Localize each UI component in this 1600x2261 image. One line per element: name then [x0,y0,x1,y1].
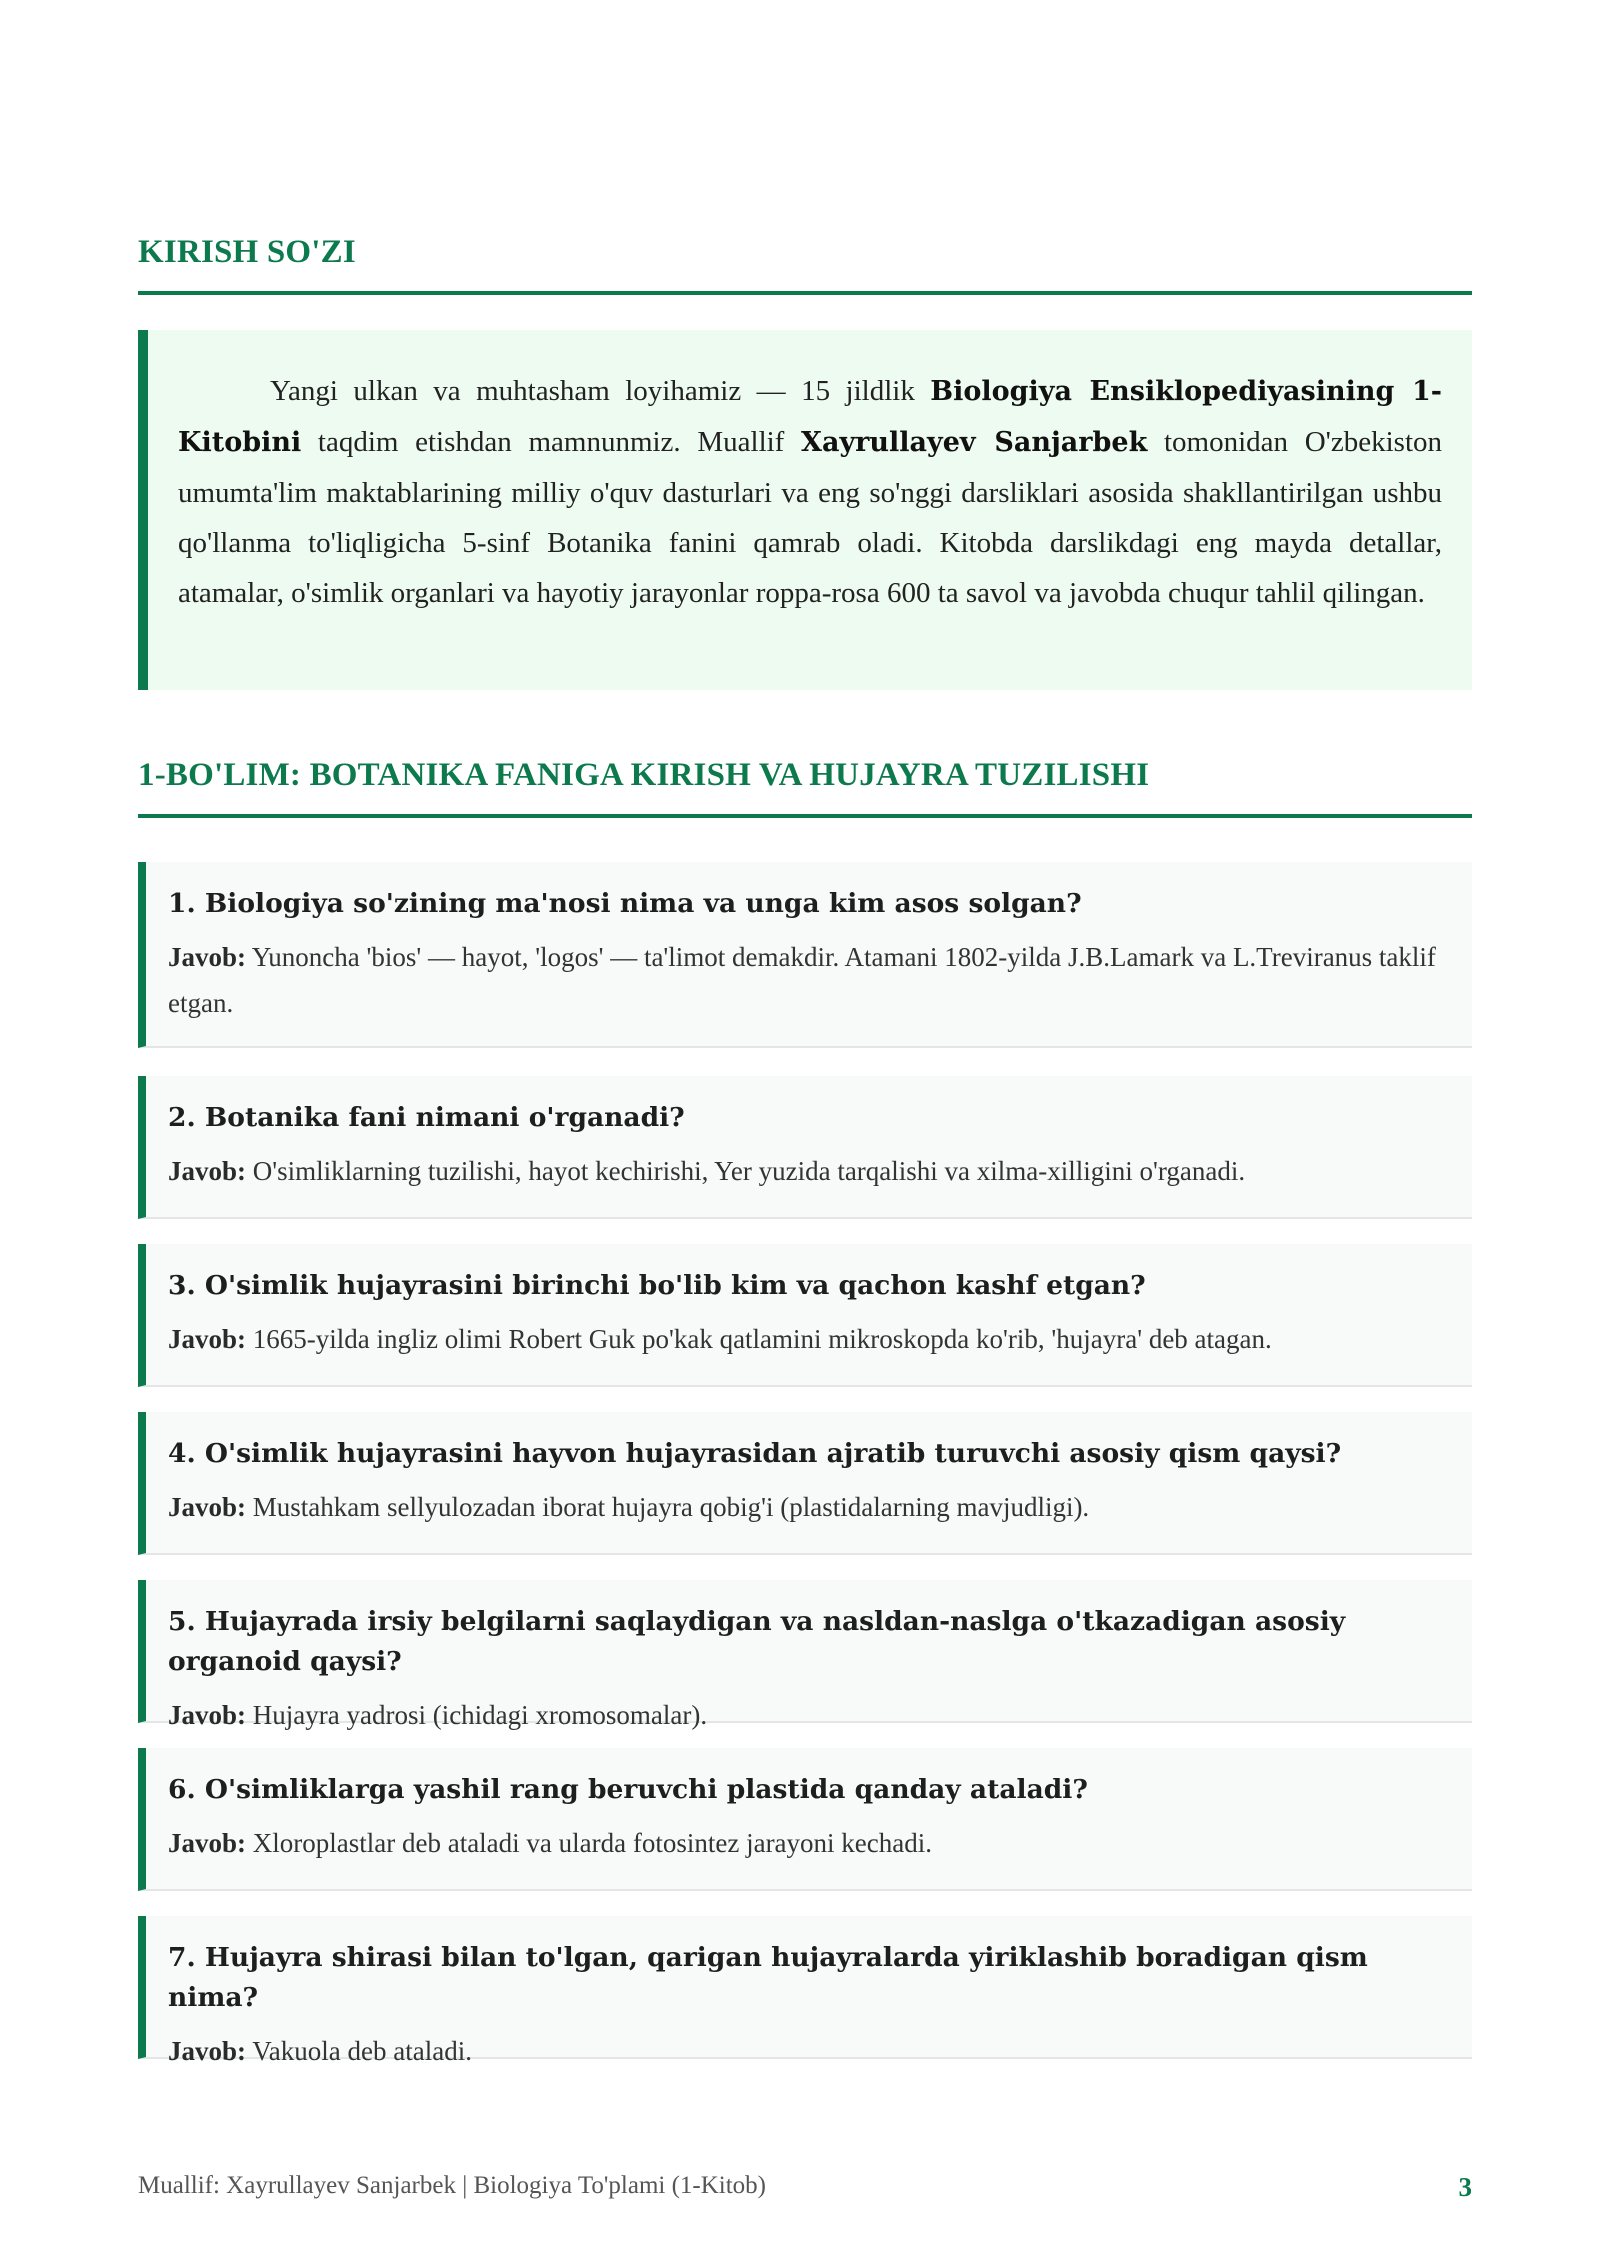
answer-5 [168,1692,1452,1738]
intro-bold-author: Xayrullayev Sanjarbek [801,427,1148,458]
intro-text-1: Yangi ulkan va muhtasham loyihamiz — 15 jildlik [270,375,931,407]
question-3: 3. O'simlik hujayrasini birinchi bo'lib kim va qachon kashf etgan? [168,1270,1146,1301]
intro-box [138,330,1472,690]
answer-7 [168,2028,1452,2074]
answer-7-text: Vakuola deb ataladi. [246,2036,472,2066]
intro-heading: KIRISH SO'ZI [138,234,1472,295]
intro-text-3: tomonidan O'zbekiston umumta'lim maktablarining milliy o'quv dasturlari va eng so'nggi darsliklari asosida shakllantirilgan ushbu qo'llanma to'liqligicha 5-sinf Botanika fanini qamrab oladi. Kitobda darslikdagi eng mayda detallar, atamalar, o'simlik organlari va hayotiy jarayonlar roppa-rosa 600 ta savol va javobda chuqur tahlil qilingan. [178,426,1443,609]
answer-1 [168,934,1452,1026]
qa-item-3 [138,1244,1472,1387]
qa-item-6 [138,1748,1472,1891]
page-number: 3 [1458,2172,1472,2202]
question-5: 5. Hujayrada irsiy belgilarni saqlaydigan va nasldan-naslga o'tkazadigan asosiy organoid qaysi? [168,1606,1346,1677]
answer-6-text: Xloroplastlar deb ataladi va ularda fotosintez jarayoni kechadi. [246,1828,932,1858]
qa-item-5 [138,1580,1472,1730]
question-1: 1. Biologiya so'zining ma'nosi nima va unga kim asos solgan? [168,888,1082,919]
answer-2-text: O'simliklarning tuzilishi, hayot kechirishi, Yer yuzida tarqalishi va xilma-xilligini o'rganadi. [246,1156,1246,1186]
answer-1-text: Yunoncha 'bios' — hayot, 'logos' — ta'limot demakdir. Atamani 1802-yilda J.B.Lamark va L.Treviranus taklif etgan. [168,942,1436,1018]
intro-bold-book: Biologiya Ensiklopediyasining 1-Kitobini [178,376,1442,458]
qa-item-1 [138,862,1472,1048]
answer-label: Javob: [168,1700,247,1730]
answer-6 [168,1820,1452,1866]
question-2: 2. Botanika fani nimani o'rganadi? [168,1102,685,1133]
answer-3-text: 1665-yilda ingliz olimi Robert Guk po'kak qatlamini mikroskopda ko'rib, 'hujayra' deb atagan. [246,1324,1272,1354]
answer-label: Javob: [168,942,247,972]
answer-label: Javob: [168,1156,247,1186]
qa-item-4 [138,1412,1472,1555]
section-1-heading: 1-BO'LIM: BOTANIKA FANIGA KIRISH VA HUJAYRA TUZILISHI [138,757,1472,818]
question-7: 7. Hujayra shirasi bilan to'lgan, qarigan hujayralarda yiriklashib boradigan qism nima? [168,1942,1368,2013]
page-footer [138,2172,1472,2200]
answer-4 [168,1484,1452,1530]
intro-paragraph [178,366,1442,618]
answer-label: Javob: [168,2036,247,2066]
qa-item-2 [138,1076,1472,1219]
footer-text: Muallif: Xayrullayev Sanjarbek | Biologiya To'plami (1-Kitob) [138,2172,767,2199]
answer-2 [168,1148,1452,1194]
answer-label: Javob: [168,1324,247,1354]
answer-4-text: Mustahkam sellyulozadan iborat hujayra qobig'i (plastidalarning mavjudligi). [246,1492,1090,1522]
qa-item-7 [138,1916,1472,2066]
answer-label: Javob: [168,1492,247,1522]
answer-5-text: Hujayra yadrosi (ichidagi xromosomalar). [246,1700,708,1730]
answer-label: Javob: [168,1828,247,1858]
question-4: 4. O'simlik hujayrasini hayvon hujayrasidan ajratib turuvchi asosiy qism qaysi? [168,1438,1342,1469]
intro-text-2: taqdim etishdan mamnunmiz. Muallif [301,426,802,458]
answer-3 [168,1316,1452,1362]
question-6: 6. O'simliklarga yashil rang beruvchi plastida qanday ataladi? [168,1774,1088,1805]
